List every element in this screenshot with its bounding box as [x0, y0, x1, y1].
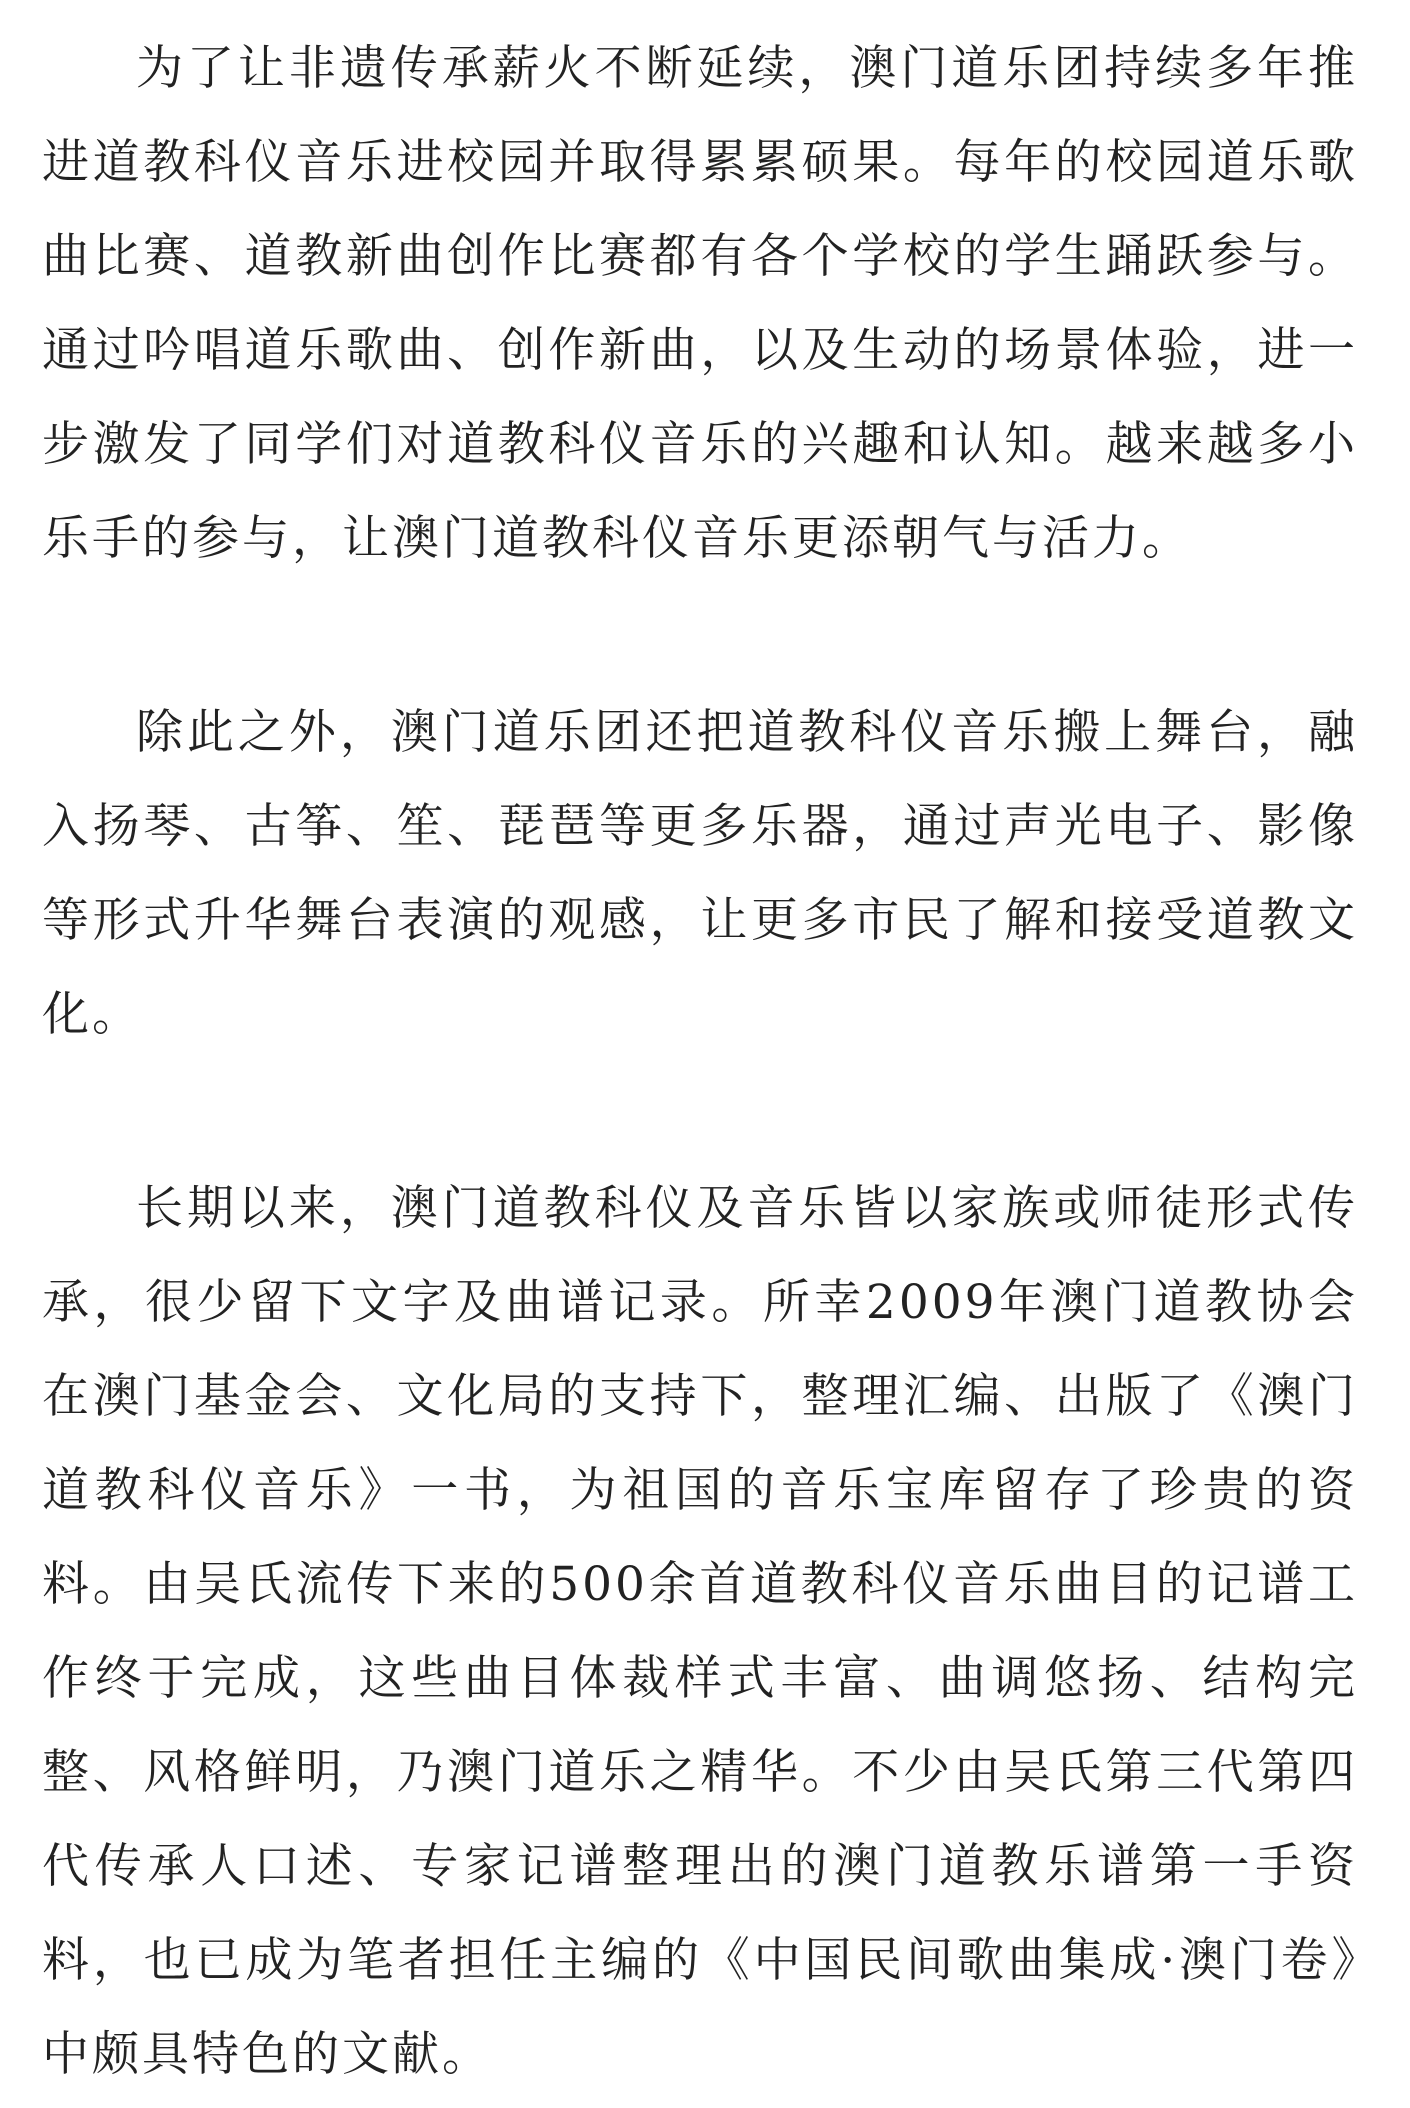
paragraph-3: 长期以来，澳门道教科仪及音乐皆以家族或师徒形式传承，很少留下文字及曲谱记录。所幸2009年澳门道教协会在澳门基金会、文化局的支持下，整理汇编、出版了《澳门道教科仪音乐》一书，为祖国的音乐宝库留存了珍贵的资料。由吴氏流传下来的500余首道教科仪音乐曲目的记谱工作终于完成，这些曲目体裁样式丰富、曲调悠扬、结构完整、风格鲜明，乃澳门道乐之精华。不少由吴氏第三代第四代传承人口述、专家记谱整理出的澳门道教乐谱第一手资料，也已成为笔者担任主编的《中国民间歌曲集成·澳门卷》中颇具特色的文献。: [42, 1181, 1358, 2082]
paragraph-2: 除此之外，澳门道乐团还把道教科仪音乐搬上舞台，融入扬琴、古筝、笙、琵琶等更多乐器，通过声光电子、影像等形式升华舞台表演的观感，让更多市民了解和接受道教文化。: [42, 705, 1358, 1042]
paragraph-1: 为了让非遗传承薪火不断延续，澳门道乐团持续多年推进道教科仪音乐进校园并取得累累硕果。每年的校园道乐歌曲比赛、道教新曲创作比赛都有各个学校的学生踊跃参与。通过吟唱道乐歌曲、创作新曲，以及生动的场景体验，进一步激发了同学们对道教科仪音乐的兴趣和认知。越来越多小乐手的参与，让澳门道教科仪音乐更添朝气与活力。: [42, 41, 1358, 566]
article-body: [42, 22, 1358, 2102]
